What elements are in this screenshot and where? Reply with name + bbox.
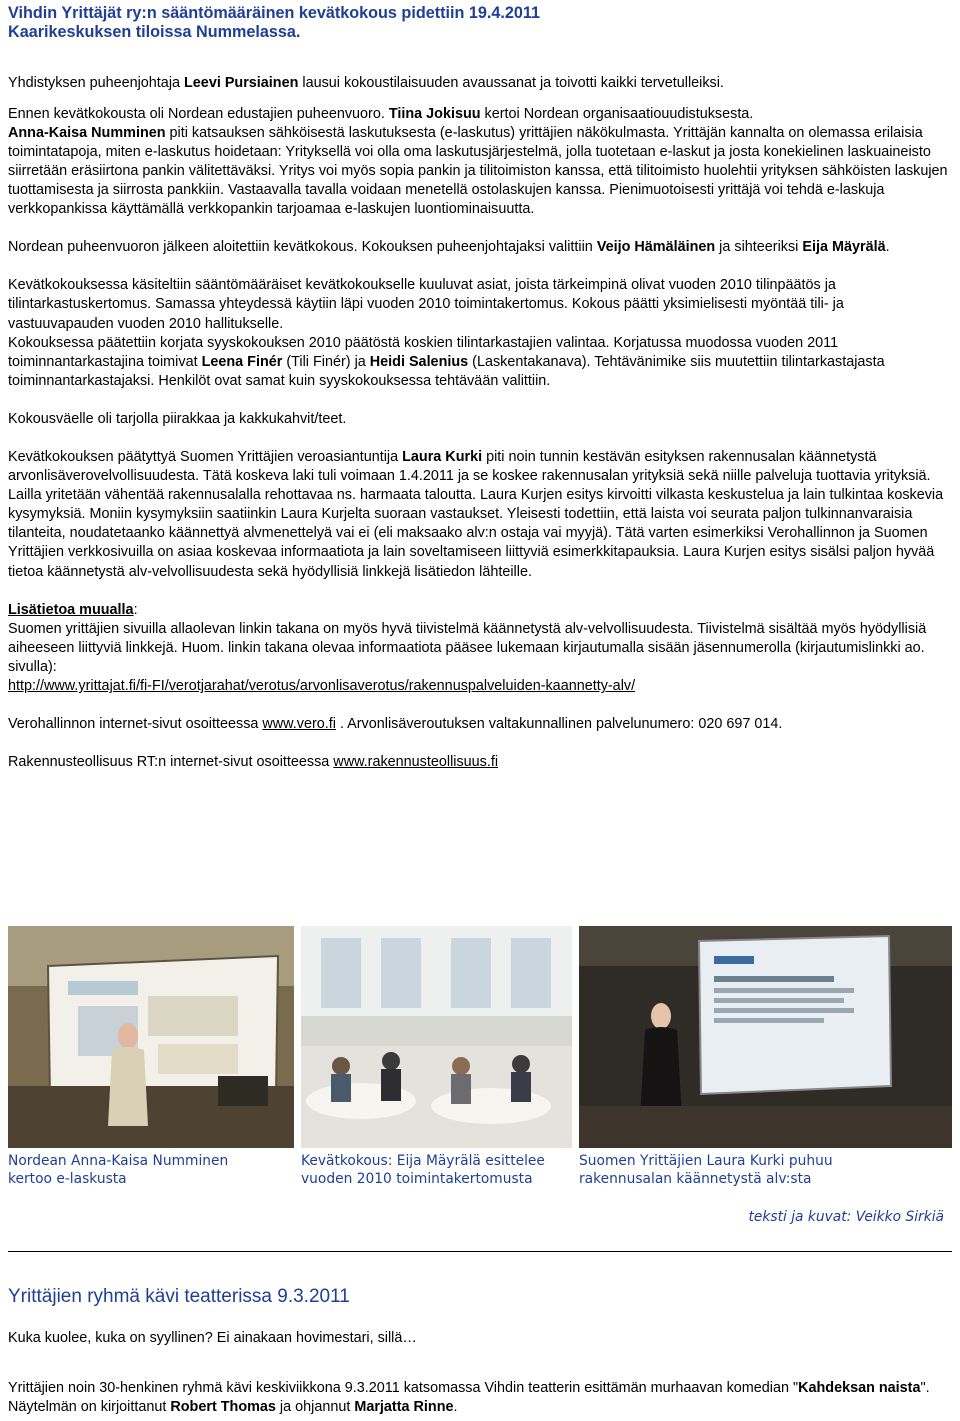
theatre-intro: Kuka kuolee, kuka on syyllinen? Ei ainakaan hovimestari, sillä… bbox=[8, 1330, 417, 1346]
theatre-article bbox=[8, 1285, 952, 1417]
theatre-body: Yrittäjien noin 30-henkinen ryhmä kävi keskiviikkona 9.3.2011 katsomassa Vihdin teatterin esittämän murhaavan komedian "Kahdeksan naista". Näytelmän on kirjoittanut Robert Thomas ja ohjannut Marjatta Rinne. bbox=[8, 1380, 930, 1416]
paragraph-nordea: Ennen kevätkokousta oli Nordean edustajien puheenvuoro. Tiina Jokisuu kertoi Nordean organisaatiouudistuksesta. Anna-Kaisa Numminen piti katsauksen sähköisestä laskutuksesta (e-laskutus) yrittäjien näkökulmasta. Yrittäjän kannalta on olemassa erilaisia toimintatapoja, miten e-laskutus hoidetaan: Yrityksellä voi olla oma laskutusjärjestelmä, jolla tuotetaan e-laskut ja josta konekielinen laskuaineisto siirretään eräsiirtona pankin välitettäväksi. Yritys voi myös sopia pankin ja tilitoimiston kanssa, että tilitoimisto huolehtii yrityksen sähköisten laskujen tuottamisesta ja siirrosta pankkiin. Vastaavalla tavalla voidaan menetellä ostolaskujen kanssa. Pienimuotoisesti yrittäjä voi tehdä e-laskuja verkkopankissa käyttämällä verkkopankin tarjoamaa e-laskujen luontiominaisuutta. bbox=[8, 105, 948, 218]
link-vero[interactable]: www.vero.fi bbox=[262, 716, 336, 733]
name-eija-mayrala: Eija Mäyrälä bbox=[802, 239, 886, 256]
headline-line-1: Vihdin Yrittäjät ry:n sääntömääräinen kevätkokous pidettiin 19.4.2011 bbox=[8, 4, 540, 22]
paragraph-meeting-start: Nordean puheenvuoron jälkeen aloitettiin kevätkokous. Kokouksen puheenjohtajaksi valittiin Veijo Hämäläinen ja sihteeriksi Eija Mäyrälä. bbox=[8, 239, 890, 256]
paragraph-agenda: Kevätkokouksessa käsiteltiin sääntömääräiset kevätkokoukselle kuuluvat asiat, joista tärkeimpinä olivat vuoden 2010 tilinpäätös ja tilintarkastuskertomus. Samassa yhteydessä käytiin läpi vuoden 2010 toimintakertomus. Kokous päätti yksimielisesti myöntää tili- ja vastuuvapauden vuoden 2010 hallitukselle. Kokouksessa päätettiin korjata syyskokouksen 2010 päätöstä koskien tilintarkastajien valintaa. Korjatussa muodossa vuoden 2011 toiminnantarkastajina toimivat Leena Finér (Tili Finér) ja Heidi Salenius (Laskentakanava). Tehtävänimike siis muutettiin tilintarkastajasta toiminnantarkastajaksi. Henkilöt ovat samat kuin syyskokouksessa tehtävään valittiin. bbox=[8, 277, 885, 389]
name-tiina-jokisuu: Tiina Jokisuu bbox=[388, 105, 481, 122]
caption-2: Kevätkokous: Eija Mäyrälä esittelee vuoden 2010 toimintakertomusta bbox=[301, 1153, 545, 1187]
link-yrittajat[interactable]: http://www.yrittajat.fi/fi-FI/verotjarahat/verotus/arvonlisaverotus/rakennuspalveluiden-kaannetty-alv/ bbox=[8, 678, 636, 695]
link-rakennusteollisuus[interactable]: www.rakennusteollisuus.fi bbox=[333, 754, 499, 771]
article-headline bbox=[8, 4, 952, 43]
headline-line-2: Kaarikeskuksen tiloissa Nummelassa. bbox=[8, 23, 301, 42]
article bbox=[8, 4, 952, 772]
name-heidi-salenius: Heidi Salenius bbox=[369, 353, 469, 370]
caption-3: Suomen Yrittäjien Laura Kurki puhuu rakennusalan käännetystä alv:sta bbox=[579, 1153, 833, 1187]
photo-spring-meeting bbox=[301, 926, 572, 1148]
paragraph-vero: Verohallinnon internet-sivut osoitteessa www.vero.fi . Arvonlisäveroutuksen valtakunnallinen palvelunumero: 020 697 014. bbox=[8, 716, 783, 733]
caption-1: Nordean Anna-Kaisa Numminen kertoo e-laskusta bbox=[8, 1153, 229, 1187]
name-laura-kurki: Laura Kurki bbox=[402, 449, 483, 465]
name-veijo-hamalainen: Veijo Hämäläinen bbox=[596, 239, 716, 256]
more-info-title: Lisätietoa muualla bbox=[8, 601, 134, 618]
photo-strip bbox=[8, 926, 952, 1148]
paragraph-refreshments: Kokousväelle oli tarjolla piirakkaa ja kakkukahvit/teet. bbox=[8, 410, 347, 427]
theatre-heading: Yrittäjien ryhmä kävi teatterissa 9.3.2011 bbox=[8, 1286, 350, 1307]
paragraph-more-info: Lisätietoa muualla: Suomen yrittäjien sivuilla allaolevan linkin takana on myös hyvä tiivistelmä käännetystä alv-velvollisuudesta. Tiivistelmä sisältää myös hyödyllisiä aiheeseen liittyviä linkkejä. Huom. linkin takana olevaa informaatiota pääsee lukemaan kirjautumalla sisään jäsennumerolla (kirjautumislinkki ao. sivulla): http://www.yrittajat.fi/fi-FI/verotjarahat/verotus/arvonlisaverotus/rakennuspalveluiden-kaannetty-alv/ bbox=[8, 601, 927, 695]
name-anna-kaisa-numminen: Anna-Kaisa Numminen bbox=[8, 124, 166, 141]
name-leevi-pursiainen: Leevi Pursiainen bbox=[184, 74, 299, 91]
photo-anna-kaisa-numminen bbox=[8, 926, 294, 1148]
photo-credit: teksti ja kuvat: Veikko Sirkiä bbox=[748, 1209, 944, 1225]
name-leena-finer: Leena Finér bbox=[201, 353, 283, 370]
section-divider bbox=[8, 1251, 952, 1252]
paragraph-vat-presentation: Kevätkokouksen päätyttyä Suomen Yrittäjien veroasiantuntija Laura Kurki piti noin tunnin kestävän esityksen rakennusalan käännetystä arvonlisäverovelvollisuudesta. Tätä koskeva laki tuli voimaan 1.4.2011 ja se koskee rakennusalan yrityksiä sekä niille palveluja tuottavia yrityksiä. Lailla yritetään vähentää rakennusalalla rehottavaa ns. harmaata taloutta. Laura Kurjen esitys kirvoitti vilkasta keskustelua ja lain tulkintaa koskevia kysymyksiä. Moniin kysymyksiin saatiinkin Laura Kurjelta suoraan vastaukset. Yleisesti todettiin, että laista voi seurata paljon tulkinnanvaraisia tilanteita, noudatetaanko käännettyä alvmenettelyä vai ei (eli maksaako alv:n ostaja vai myyjä). Tätä varten esimerkiksi Verohallinnon ja Suomen Yrittäjien verkkosivuilla on asiaa koskevaa informaatiota ja lain soveltamiseen liittyviä esimerkkitapauksia. Laura Kurjen esitys sisälsi paljon hyvää tietoa käännetystä alv-velvollisuudesta sekä hyödyllisiä linkkejä lisätiedon lähteille. bbox=[8, 449, 944, 580]
photo-laura-kurki bbox=[579, 926, 952, 1148]
paragraph-rt: Rakennusteollisuus RT:n internet-sivut osoitteessa www.rakennusteollisuus.fi bbox=[8, 754, 499, 771]
paragraph-opening: Yhdistyksen puheenjohtaja Leevi Pursiainen lausui kokoustilaisuuden avaussanat ja toivotti kaikki tervetulleiksi. bbox=[8, 74, 724, 91]
